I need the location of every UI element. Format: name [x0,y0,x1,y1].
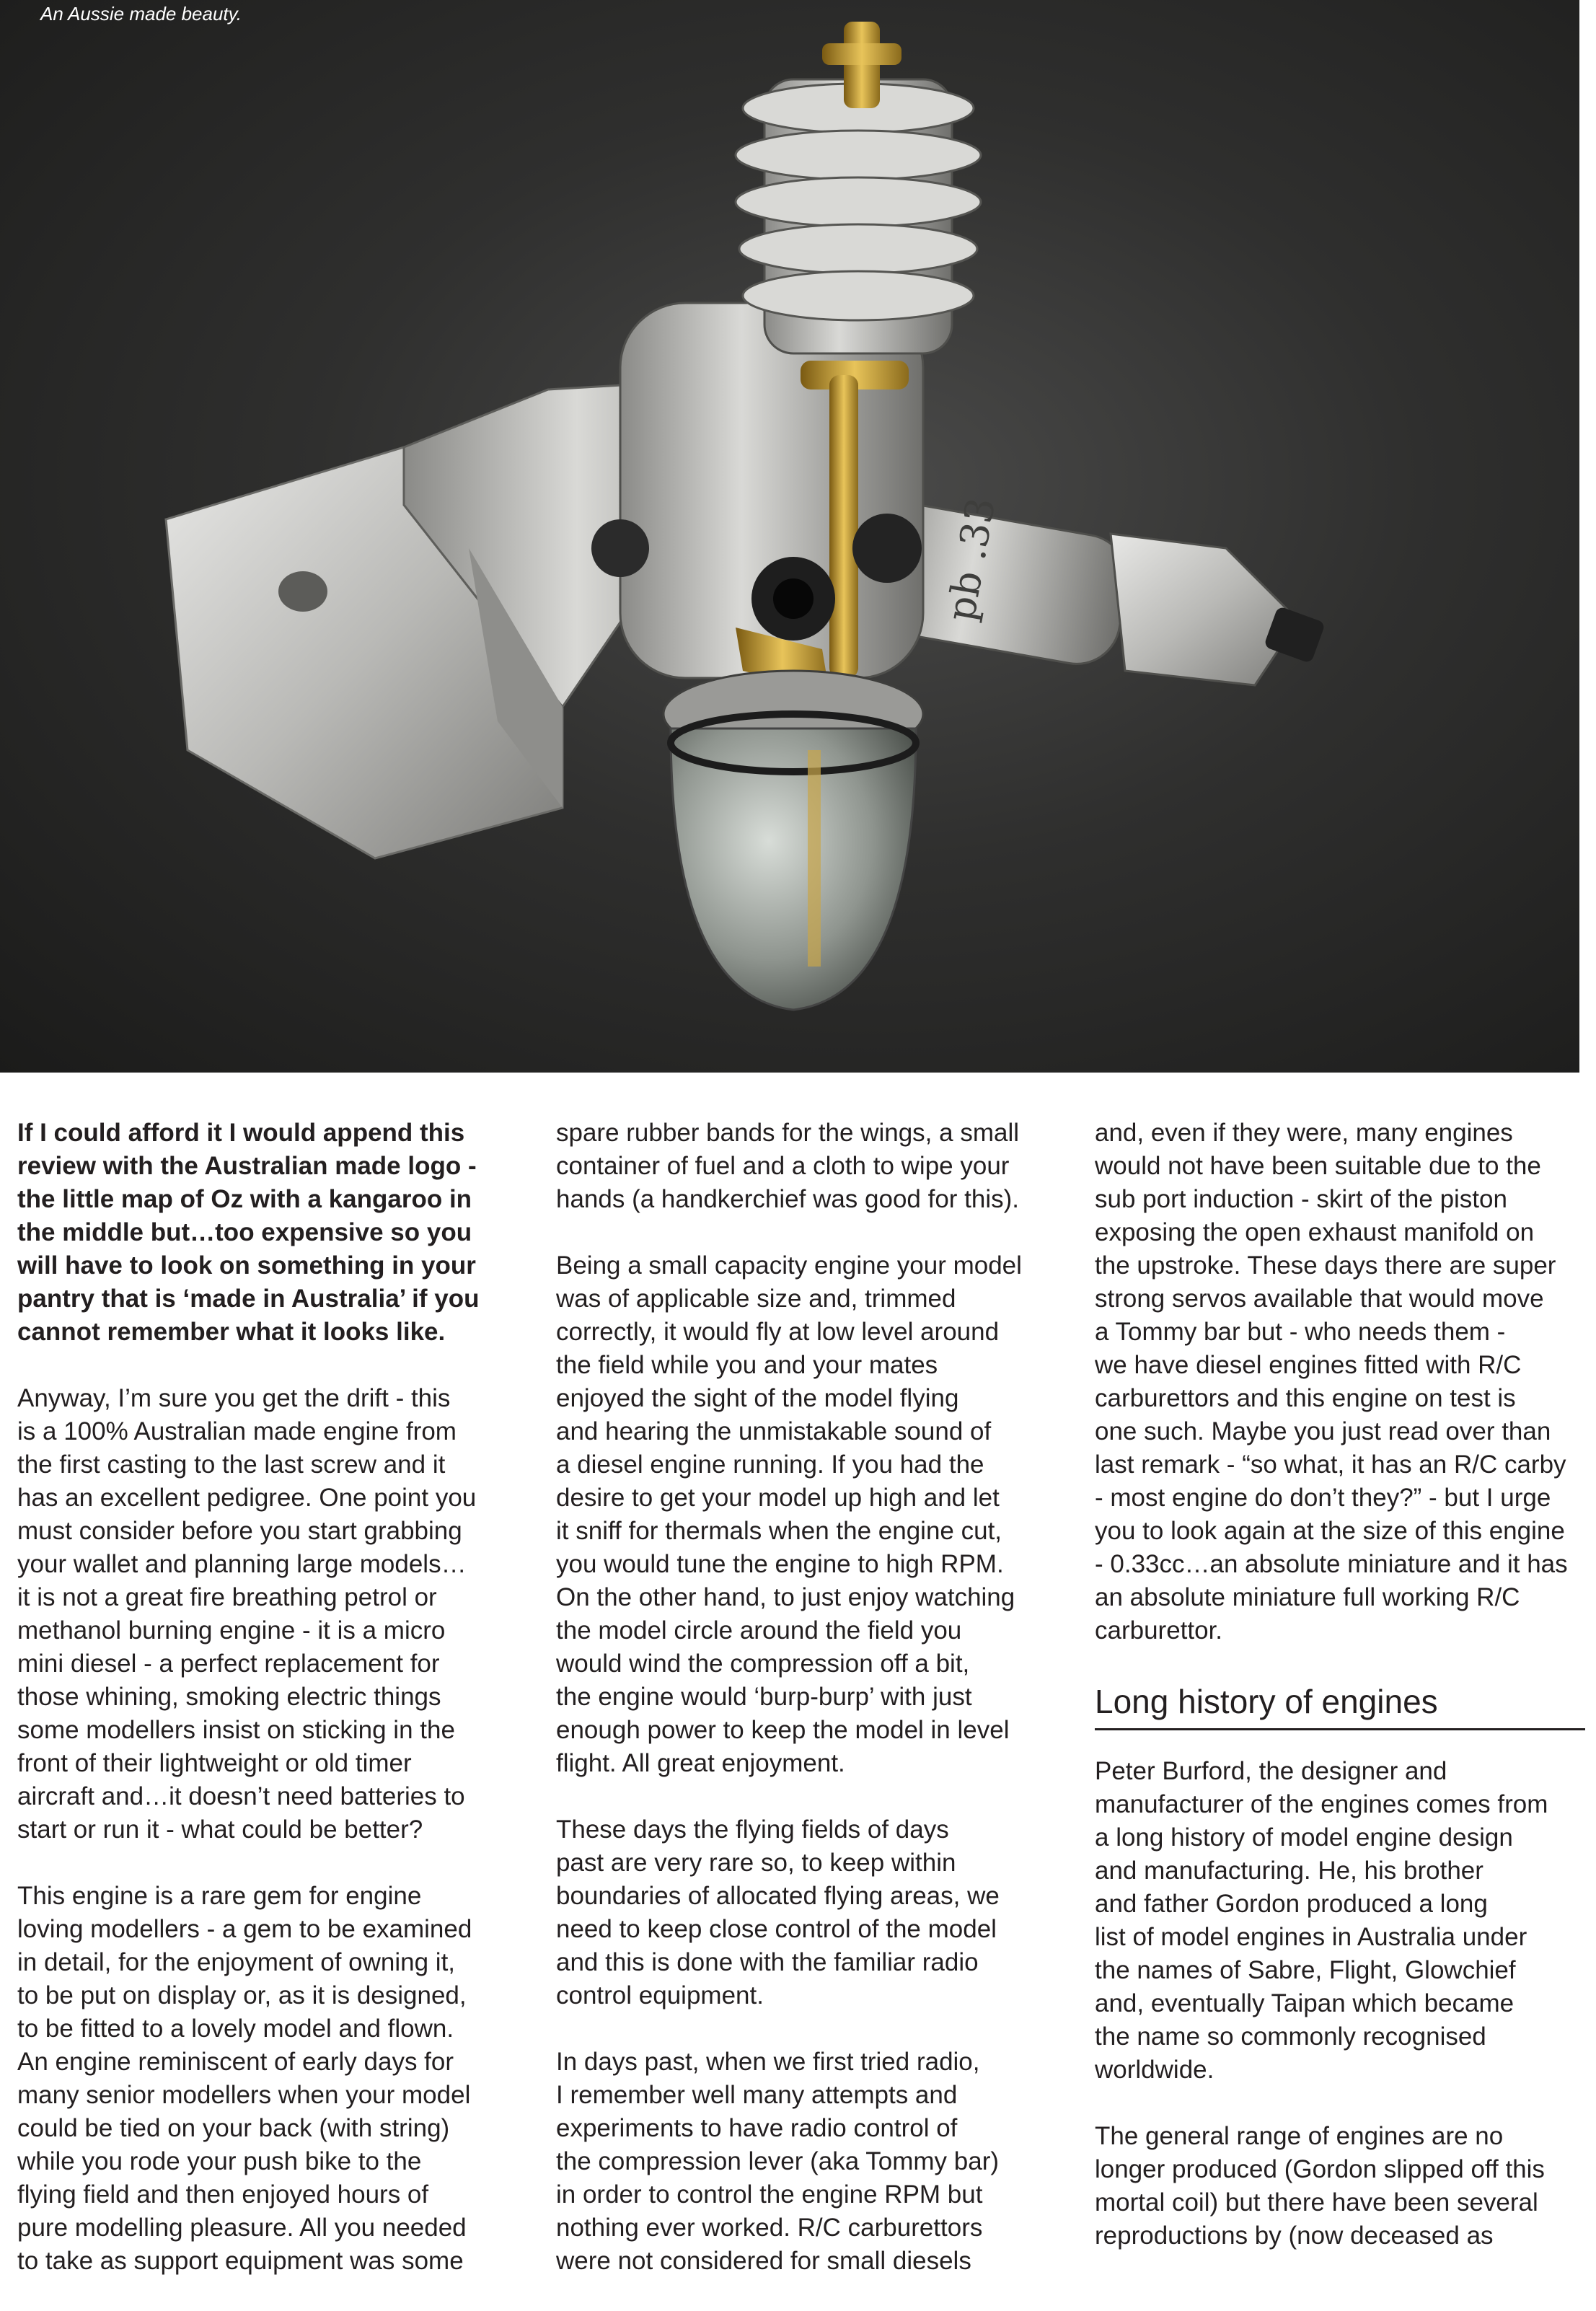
lead-paragraph: If I could afford it I would append this review with the Australian made logo - the little map of Oz with a kangaroo in the middle but…too expensive so you will have to look on something in your pantry that is ‘made in Australia’ if you cannot remember what it looks like. [17,1119,480,1346]
body-paragraph: Being a small capacity engine your model was of applicable size and, trimmed correctly, it would fly at low level around the field while you and your mates enjoyed the sight of the model flying and hearing the unmistakable sound of a diesel engine running. If you had the desire to get your model up high and let it sniff for thermals when the engine cut, you would tune the engine to high RPM. On the other hand, to just enjoy watching the model circle around the field you would wind the compression off a bit, the engine would ‘burp-burp’ with just enough power to keep the model in level flight. All great enjoyment. [556,1251,1022,1777]
article-column-1 [17,1117,515,2311]
article-column-2 [556,1117,1046,2311]
body-paragraph: The general range of engines are no longer produced (Gordon slipped off this mortal coil) but there have been several reproductions by (now deceased as [1095,2122,1545,2250]
article-column-3 [1095,1117,1585,2286]
body-paragraph: In days past, when we first tried radio, I remember well many attempts and experiments to have radio control of the compression lever (aka Tommy bar) in order to control the engine RPM but nothing ever worked. R/C carburettors were not considered for small diesels [556,2048,1000,2275]
body-paragraph: These days the flying fields of days past are very rare so, to keep within boundaries of allocated flying areas, we need to keep close control of the model and this is done with the familiar radio control equipment. [556,1815,1000,2010]
body-paragraph: spare rubber bands for the wings, a small container of fuel and a cloth to wipe your hands (a handkerchief was good for this). [556,1119,1020,1213]
body-paragraph: and, even if they were, many engines would not have been suitable due to the sub port induction - skirt of the piston exposing the open exhaust manifold on the upstroke. These days there are super strong servos available that would move a Tommy bar but - who needs them - we have diesel engines fitted with R/C carburettors and this engine on test is one such. Maybe you just read over than last remark - “so what, it has an R/C carby - most engine do don’t they?” - but I urge you to look again at the size of this engine - 0.33cc…an absolute miniature and it has an absolute miniature full working R/C carburettor. [1095,1119,1568,1645]
engine-marking-text: pb .33 [938,494,1005,625]
engine-illustration [0,0,1579,1073]
body-paragraph: Peter Burford, the designer and manufacturer of the engines comes from a long history of model engine design and manufacturing. He, his brother and father Gordon produced a long list of model engines in Australia under the names of Sabre, Flight, Glowchief and, eventually Taipan which became the name so commonly recognised worldwide. [1095,1757,1548,2084]
body-paragraph: Anyway, I’m sure you get the drift - this is a 100% Australian made engine from the first casting to the last screw and it has an excellent pedigree. One point you must consider before you start grabbing your wallet and planning large models… it is not a great fire breathing petrol or methanol burning engine - it is a micro mini diesel - a perfect replacement for those whining, smoking electric things some modellers insist on sticking in the front of their lightweight or old timer aircraft and…it doesn’t need batteries to start or run it - what could be better? [17,1384,477,1844]
engine-photo [0,0,1579,1073]
photo-caption: An Aussie made beauty. [40,3,242,25]
section-heading: Long history of engines [1095,1681,1585,1730]
body-paragraph: This engine is a rare gem for engine loving modellers - a gem to be examined in detail, for the enjoyment of owning it, to be put on display or, as it is designed, to be fitted to a lovely model and flown. An engine reminiscent of early days for many senior modellers when your model could be tied on your back (with string) while you rode your push bike to the flying field and then enjoyed hours of pure modelling pleasure. All you needed to take as support equipment was some [17,1882,472,2275]
